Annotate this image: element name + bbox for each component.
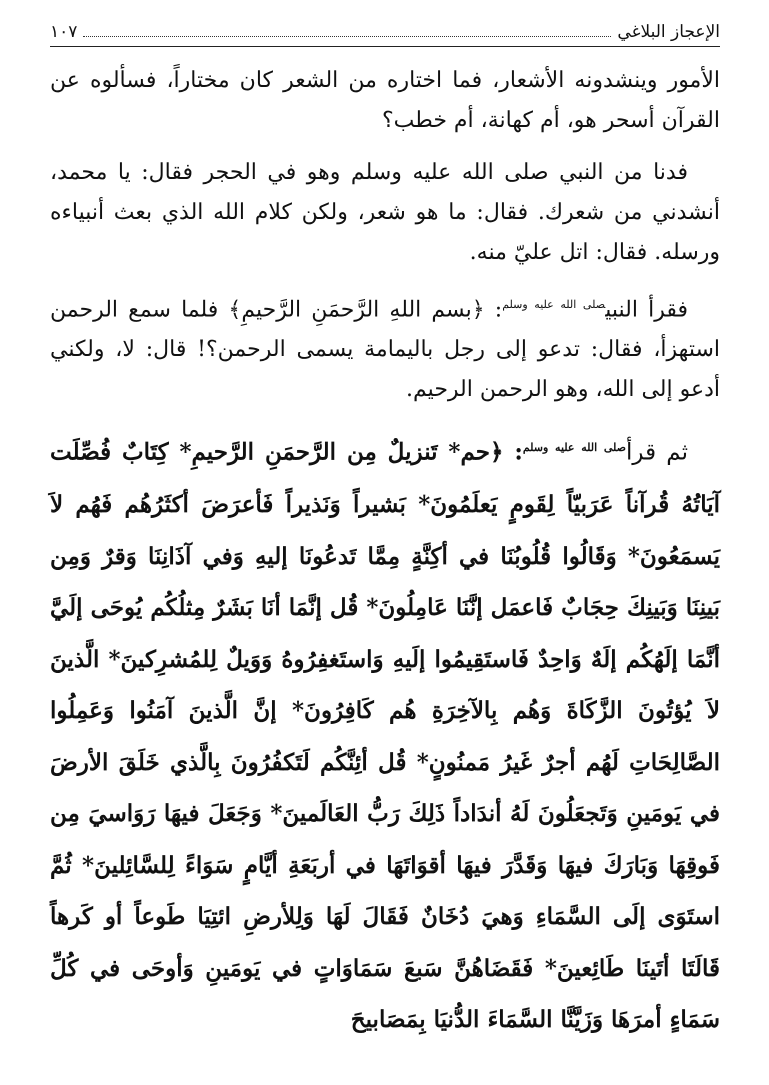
quran-lead: ثم قرأ [626,439,688,466]
header-dot-leader [83,36,611,37]
page-number: ١٠٧ [50,22,78,42]
quran-text: : ﴿حم* تَنزيلٌ مِن الرَّحمَنِ الرَّحيمِ* كِتَابٌ فُصِّلَت آيَاتُهُ قُرآناً عَرَبيّاً لِقَومٍ يَعلَمُونَ* بَشيراً وَنَذيراً فَأعرَضَ أكثَرُهُم فَهُم لاَ يَسمَعُونَ* وَقَالُوا قُلُوبُنَا في أكِنَّةٍ مِمَّا تَدعُونَا إليهِ وَفي آذَانِنَا وَقرٌ وَمِن بَينِنَا وَبَينِكَ حِجَابٌ فَاعمَل إنَّنَا عَامِلُونَ* قُل إنَّمَا أنَا بَشَرٌ مِثلُكُم يُوحَى إلَيَّ أنَّمَا إلَهُكُم إلَهٌ وَاحِدٌ فَاستَقِيمُوا إلَيهِ وَاستَغفِرُوهُ وَوَيلٌ لِلمُشرِكينَ* الَّذينَ لاَ يُؤتُونَ الزَّكَاةَ وَهُم بِالآخِرَةِ هُم كَافِرُونَ* إنَّ الَّذينَ آمَنُوا وَعَمِلُوا الصَّالِحَاتِ لَهُم أجرٌ غَيرُ مَمنُونٍ* قُل أئِنَّكُم لَتَكفُرُونَ بِالَّذي خَلَقَ الأرضَ في يَومَينِ وَتَجعَلُونَ لَهُ أندَاداً ذَلِكَ رَبُّ العَالَمينَ* وَجَعَلَ فيهَا رَوَاسيَ مِن فَوقِهَا وَبَارَكَ فيهَا وَقَدَّرَ فيهَا أقوَاتَهَا في أربَعَةِ أيَّامٍ سَوَاءً لِلسَّائِلينَ* ثُمَّ استَوَى إلَى السَّمَاءِ وَهيَ دُخَانٌ فَقَالَ لَهَا وَلِلأرضِ ائتِيَا طَوعاً أو كَرهاً قَالَتَا أتَينَا طَائِعينَ* فَقَضَاهُنَّ سَبعَ سَمَاوَاتٍ في يَومَينِ وَأوحَى في كُلِّ سَمَاءٍ أمرَهَا وَزَيَّنَّا السَّمَاءَ الدُّنيَا بِمَصَابيحَ [50,438,720,1034]
paragraph-3 [50,285,720,410]
book-page [50,22,720,1069]
header-title: الإعجاز البلاغي [617,22,720,42]
paragraph-2 [50,153,720,273]
paragraph-3-text: : ﴿بسم اللهِ الرَّحمَنِ الرَّحيمِ﴾ فلما سمع الرحمن استهزأ، فقال: تدعو إلى رجل باليمامة يسمى الرحمن؟! قال: لا، ولكني أدعو إلى الله، وهو الرحمن الرحيم. [50,297,720,403]
running-header [50,22,720,47]
paragraph-2-text: فدنا من النبي صلى الله عليه وسلم وهو في الحجر فقال: يا محمد، أنشدني من شعرك. فقال: ما هو شعر، ولكن كلام الله الذي بعث أنبياءه ورسله. فقال: اتل عليّ منه. [50,160,720,265]
salutation-mark: صلى الله عليه وسلم [502,298,606,311]
quran-passage [50,422,720,1046]
paragraph-3-lead: فقرأ النبي [605,297,689,323]
paragraph-1 [50,61,720,141]
quran-salutation-mark: صلى الله عليه وسلم [522,441,627,455]
paragraph-1-text: الأمور وينشدونه الأشعار، فما اختاره من الشعر كان مختاراً، فسألوه عن القرآن أسحر هو، أم كهانة، أم خطب؟ [50,68,720,133]
